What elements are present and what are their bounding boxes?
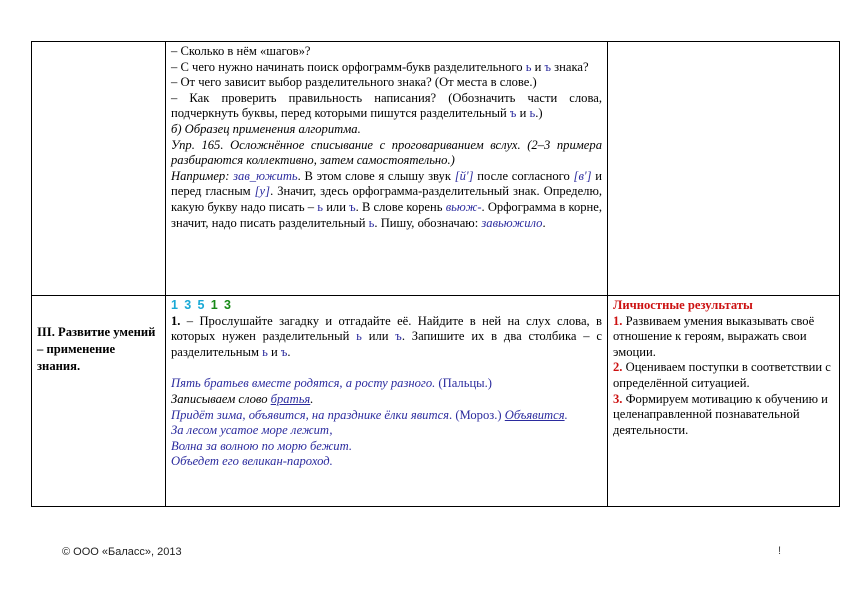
exercise-text: Упр. 165. Осложнённое списывание с проговариванием вслух. (2–3 примера разбираются коллективно, затем самостоятельно.) [171, 137, 602, 168]
question-line: – С чего нужно начинать поиск орфограмм-букв разделительного ь и ъ знака? [171, 59, 589, 74]
result-item: 2. Оцениваем поступки в соответствии с определённой ситуацией. [613, 360, 831, 390]
write-line: Записываем слово братья. [171, 391, 314, 406]
table-row [32, 296, 840, 507]
content-cell [166, 42, 608, 296]
copyright-footer: © ООО «Баласс», 2013 [62, 546, 182, 558]
riddle-line: Придёт зима, объявится, на празднике ёлки явится. (Мороз.) Объявится. [171, 407, 568, 422]
poem-line: Объедет его великан-пароход. [171, 454, 333, 469]
question-line: – Сколько в нём «шагов»? [171, 44, 311, 58]
page-mark: ! [778, 545, 782, 557]
question-line: – Как проверить правильность написания? (Обозначить части слова, подчеркнуть буквы, перед которыми пишутся разделительный ъ и ь.) [171, 90, 602, 121]
poem-line: Волна за волною по морю бежит. [171, 438, 352, 453]
content-cell [166, 296, 608, 507]
poem-line: За лесом усатое море лежит, [171, 423, 333, 438]
riddle-line: Пять братьев вместе родятся, а росту разного. (Пальцы.) [171, 376, 492, 391]
task-text: 1. – Прослушайте загадку и отгадайте её. Найдите в ней на слух слова, в которых нужен разделительный ь или ъ. Запишите их в два столбика – с разделительным ь и ъ. [171, 313, 602, 359]
result-item: 3. Формируем мотивацию к обучению и целенаправленной познавательной деятельности. [613, 391, 828, 437]
results-cell [608, 296, 840, 507]
section-heading: б) Образец применения алгоритма. [171, 121, 361, 136]
question-line: – От чего зависит выбор разделительного знака? (От места в слове.) [171, 75, 537, 90]
skill-codes: 1 3 5 1 3 [171, 298, 231, 312]
table-row [32, 42, 840, 296]
stage-cell [32, 42, 166, 296]
lesson-plan-table [31, 41, 840, 507]
result-item: 1. Развиваем умения выказывать своё отношение к героям, выражать свои эмоции. [613, 313, 815, 359]
results-cell [608, 42, 840, 296]
results-title: Личностные результаты [613, 298, 753, 312]
stage-cell [32, 296, 166, 507]
example-paragraph: Например: зав_южить. В этом слове я слышу звук [й'] после согласного [в'] и перед гласным [у]. Значит, здесь орфограмма-разделительный знак. Определю, какую букву надо писать – ь или ъ. В слове корень вьюж-. Орфограмма в корне, значит, надо писать разделительный ь. Пишу, обозначаю: завьюжило. [171, 168, 603, 230]
stage-title: III. Развитие умений – применение знания. [37, 325, 156, 373]
